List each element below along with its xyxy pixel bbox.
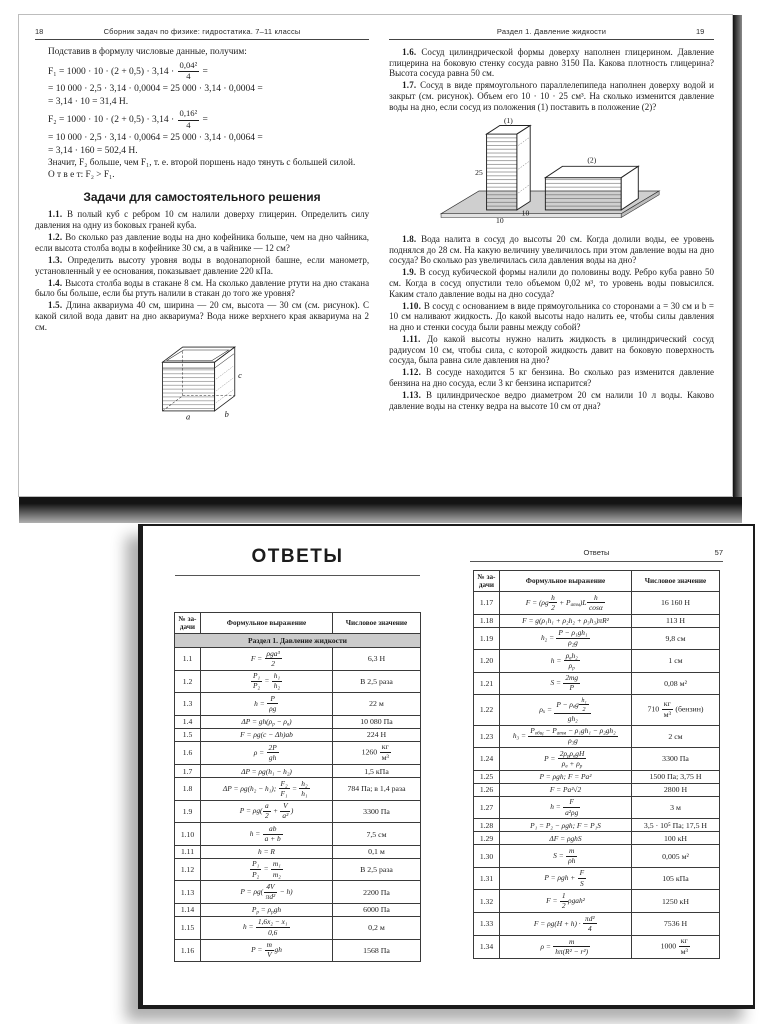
problem-number: 1.4. (48, 277, 66, 288)
vessel-base-front-label: 10 (495, 216, 504, 226)
problem-text: Определить высоту уровня воды в водонапорной башне, если манометр, установленный у ее основания, показывает давление 220 кПа. (35, 254, 370, 276)
answer-row (474, 672, 720, 695)
answer-value: В 2,5 раза (333, 670, 421, 693)
answer-formula: h = $\frac{\text{1,6x₂ − x₁}}{0,6}$ (201, 916, 333, 939)
answer-row (175, 916, 421, 939)
vessels-figure (389, 117, 714, 232)
answer-problem-number: 1.14 (175, 903, 201, 916)
answer-value: 1250 кН (632, 890, 720, 913)
answer-problem-number: 1.31 (474, 867, 500, 890)
answer-formula: P = $2\rho_р\rho_вgH$ $\rho_в + \rho_р$ (500, 748, 632, 771)
answer-problem-number: 1.30 (474, 845, 500, 868)
problem (389, 234, 714, 266)
answers-header-row (175, 613, 421, 634)
answer-problem-number: 1.1 (175, 648, 201, 671)
vessel-1-label: (1) (503, 117, 513, 126)
column-header: № за-дачи (474, 571, 500, 592)
answer-problem-number: 1.13 (175, 881, 201, 904)
answer-formula: h = $\rho_вh_2$ $\rho_р$ (500, 650, 632, 673)
answer-value: 1 см (632, 650, 720, 673)
problem-text: Высота столба воды в стакане 8 см. На сколько давление ртути на дно стакана было бы больше, если бы ртуть налили в стакан до того же уровня? (35, 277, 370, 299)
answer-problem-number: 1.4 (175, 715, 201, 728)
answer-row (175, 845, 421, 858)
answer-formula: ΔP = ρg(h₂ − h₁); $\frac{\text{F₂}}{\text{F₁}}$ = $\frac{\text{h₂}}{\text{h₁}}$ (201, 778, 333, 801)
answer-problem-number: 1.28 (474, 819, 500, 832)
aquarium-label-a: a (186, 412, 191, 422)
answer-value: 224 Н (333, 728, 421, 741)
answer-value: 10 080 Па (333, 715, 421, 728)
answer-problem-number: 1.19 (474, 627, 500, 650)
answer-formula: $\rho_x$ = $P - \rho_вg$ $\frac{\text{h₁}}{2}$ gh₂ (500, 695, 632, 725)
answer-row (175, 741, 421, 764)
running-head-18 (35, 27, 369, 40)
aquarium-figure (35, 337, 369, 426)
answer-problem-number: 1.32 (474, 890, 500, 913)
answer-value: 3 м (632, 796, 720, 819)
answer-problem-number: 1.25 (474, 770, 500, 783)
answer-value: 22 м (333, 693, 421, 716)
page-number-19: 19 (695, 27, 705, 36)
answer-row (474, 796, 720, 819)
answer-formula: P₁ = P₂ − ρgh; F = P₁S (500, 819, 632, 832)
answer-value: 16 160 Н (632, 592, 720, 615)
answers-table (174, 612, 421, 962)
aquarium-label-b: b (224, 409, 229, 419)
vessel-2-label: (2) (586, 155, 596, 165)
answer-value: 100 кН (632, 832, 720, 845)
vessel-base-side-label: 10 (521, 208, 529, 218)
answer-row (474, 867, 720, 890)
answer-value: 113 Н (632, 614, 720, 627)
answer-row (474, 845, 720, 868)
answer-formula: h₂ = $\frac{\text{P − ρ₁gh₁}}{\text{ρ₂g}}$ (500, 627, 632, 650)
column-header: Числовое значение (632, 571, 720, 592)
answer-value: 6,3 Н (333, 648, 421, 671)
problem (389, 80, 714, 112)
problem (35, 300, 369, 332)
answer-value: В 2,5 раза (333, 858, 421, 881)
answer-formula: P = ρgh + $\frac{F}{S}$ (500, 867, 632, 890)
answer-value: 1000 кг м³ (632, 935, 720, 958)
answer-problem-number: 1.8 (175, 778, 201, 801)
answer-formula: $\Delta P = gh(\rho_р - \rho_в)$ (201, 715, 333, 728)
answer-row (474, 819, 720, 832)
answer-row (474, 913, 720, 936)
section-heading: Задачи для самостоятельного решения (83, 190, 321, 205)
problem (389, 367, 714, 388)
answer-formula: ρ = $\frac{m}{\text{hπ(R² − r²)}}$ (500, 935, 632, 958)
problem-number: 1.10. (402, 300, 424, 311)
answer-row (474, 650, 720, 673)
answer-formula: P = ρg( $\frac{a}{2}$ + $\frac{V}{\text{a²}}$ ) (201, 800, 333, 823)
answer-formula: h = $\frac{P}{\rho g}$ (201, 693, 333, 716)
answer-row (175, 778, 421, 801)
answer-value: 0,2 м (333, 916, 421, 939)
problem-number: 1.11. (402, 334, 427, 345)
running-head-57 (470, 548, 723, 562)
vessel-height-label: 25 (474, 168, 483, 178)
problem-text: В цилиндрическое ведро диаметром 20 см налили 10 л воды. Каково давление воды на стенку ведра на высоте 10 см от дна? (389, 390, 714, 411)
problem-text: В сосуд кубической формы налили до половины воду. Ребро куба равно 50 см. Когда в сосуд опустили тело объемом 0,02 м³, то уровень воды повысился. Каким стало давление воды на дно сосуда? (389, 267, 714, 299)
answer-formula: P = $\frac{m}{V}$ gh (201, 939, 333, 962)
answer-row (175, 858, 421, 881)
answer-row (175, 823, 421, 846)
answer-value: 3300 Па (632, 748, 720, 771)
answer-problem-number: 1.29 (474, 832, 500, 845)
answer-row (175, 939, 421, 962)
answers-title-rule (175, 575, 420, 576)
problem (35, 209, 369, 230)
problem (35, 255, 369, 276)
aquarium-drawing (146, 337, 258, 421)
problem-number: 1.8. (402, 234, 422, 245)
answers-header-row (474, 571, 720, 592)
answer-formula: F = Pa²√2 (500, 783, 632, 796)
answers-title: ОТВЕТЫ (251, 546, 344, 567)
answer-row (474, 627, 720, 650)
problem-number: 1.9. (402, 267, 420, 278)
answer-value: 1260 кг м³ (333, 741, 421, 764)
answer-value: 1,5 кПа (333, 765, 421, 778)
answer-row (175, 693, 421, 716)
answer-problem-number: 1.5 (175, 728, 201, 741)
book-edge-right (733, 15, 742, 523)
problems-spread (18, 14, 733, 497)
running-head-19 (389, 27, 714, 40)
problem-text: Длина аквариума 40 см, ширина — 20 см, высота — 30 см (см. рисунок). С какой силой вода давит на дно аквариума? Вода ниже верхнего края аквариума на 2 см. (35, 300, 370, 332)
answer-problem-number: 1.7 (175, 765, 201, 778)
problem-number: 1.13. (402, 390, 427, 401)
answer-value: 2 см (632, 725, 720, 748)
answer-row (474, 725, 720, 748)
answer-problem-number: 1.2 (175, 670, 201, 693)
answer-problem-number: 1.6 (175, 741, 201, 764)
problems-list-18 (35, 209, 369, 332)
problem (389, 267, 714, 299)
problem-text: В полый куб с ребром 10 см налили доверху глицерин. Определить силу давления на одну из боковых граней куба. (35, 209, 370, 231)
answer-value: 7,5 см (333, 823, 421, 846)
answer-row (175, 648, 421, 671)
vessel-1-upright (486, 126, 530, 210)
problem (35, 278, 369, 299)
section-row (175, 634, 421, 648)
page-18 (19, 15, 379, 496)
answer-value: 3300 Па (333, 800, 421, 823)
answer-row (474, 890, 720, 913)
solution-formula-line: = 10 000 · 2,5 · 3,14 · 0,0004 = 25 000 · 3,14 · 0,0004 = (48, 84, 263, 95)
answer-problem-number: 1.33 (474, 913, 500, 936)
page-19 (379, 15, 732, 496)
answer-row (474, 614, 720, 627)
answer-row (474, 748, 720, 771)
book-edge-bottom (19, 497, 742, 523)
answer-formula: h₃ = $P_{общ} - P_{атм} - \rho_1gh_1 - \rho_2gh_2$ ρ₃g (500, 725, 632, 748)
problem-number: 1.3. (48, 254, 68, 265)
answer-formula: P = ρg( $\frac{4V}{\text{πd²}}$ − h) (201, 881, 333, 904)
problem (35, 232, 369, 253)
answer-value: 3,5 · 10⁵ Па; 17,5 Н (632, 819, 720, 832)
problem-text: В сосуд с основанием в виде прямоугольника со сторонами a = 30 см и b = 10 см наливают жидкость. До какой высоты надо налить ее, чтобы силы давления на дно и стенки сосуда были равны между собой? (389, 300, 714, 333)
answer-formula: $\frac{\text{P₁}}{\text{P₂}}$ = $\frac{\text{h₁}}{\text{h₂}}$ (201, 670, 333, 693)
answer-formula: ρ = $\frac{2P}{gh}$ (201, 741, 333, 764)
answer-row (474, 935, 720, 958)
solution-formula-line: F₂ = 1000 · 10 · (2 + 0,5) · 3,14 · $\frac{\text{0,16²}}{4}$ = (48, 108, 208, 131)
answer-problem-number: 1.21 (474, 672, 500, 695)
answer-problem-number: 1.17 (474, 592, 500, 615)
solution-intro: Подставив в формулу числовые данные, получим: (48, 47, 247, 57)
running-title-57: Ответы (583, 548, 610, 557)
solution-answer: О т в е т: F₂ > F₁. (48, 170, 115, 181)
answer-row (175, 765, 421, 778)
answer-problem-number: 1.23 (474, 725, 500, 748)
solution-formula-line: = 3,14 · 160 = 502,4 Н. (48, 145, 138, 156)
answer-row (175, 903, 421, 916)
answer-problem-number: 1.3 (175, 693, 201, 716)
problem (389, 301, 714, 333)
answer-row (474, 783, 720, 796)
answer-formula: h = $\frac{F}{\text{a²ρg}}$ (500, 796, 632, 819)
answer-formula: F = ρg(c − Δh)ab (201, 728, 333, 741)
answer-row (474, 832, 720, 845)
answer-problem-number: 1.26 (474, 783, 500, 796)
answer-problem-number: 1.9 (175, 800, 201, 823)
answer-value: 7536 Н (632, 913, 720, 936)
answer-problem-number: 1.16 (175, 939, 201, 962)
answers-page-left (143, 526, 448, 1005)
answer-problem-number: 1.27 (474, 796, 500, 819)
answer-row (175, 800, 421, 823)
answer-value: 0,1 м (333, 845, 421, 858)
answer-row (474, 695, 720, 725)
vessel-2-lying (545, 166, 638, 210)
answer-value: 2800 Н (632, 783, 720, 796)
answer-value: 710 кг м³ (бензин) (632, 695, 720, 725)
problems-list-19-top (389, 47, 714, 112)
answer-value: 6000 Па (333, 903, 421, 916)
problem-text: Во сколько раз давление воды на дно кофейника больше, чем на дно чайника, если высота столба воды в кофейнике 30 см, а в чайнике — 12 см? (35, 232, 370, 253)
answer-formula: ΔP = ρg(h₁ − h₂) (201, 765, 333, 778)
answer-formula: F = ρg(H + h) · $\frac{\text{πd²}}{4}$ (500, 913, 632, 936)
answer-problem-number: 1.15 (175, 916, 201, 939)
problem-number: 1.12. (402, 367, 426, 378)
answer-value: 0,005 м² (632, 845, 720, 868)
problem-number: 1.2. (48, 232, 66, 243)
answer-formula: $\frac{\text{P₁}}{\text{P₂}}$ = $\frac{\text{m₁}}{\text{m₂}}$ (201, 858, 333, 881)
answer-formula: h = $\frac{ab}{a + b}$ (201, 823, 333, 846)
answer-value: 9,8 см (632, 627, 720, 650)
running-title-19: Раздел 1. Давление жидкости (496, 27, 607, 36)
running-title-18: Сборник задач по физике: гидростатика. 7–11 классы (103, 27, 301, 36)
aquarium-box (163, 347, 235, 411)
problem-text: Сосуд в виде прямоугольного параллелепипеда наполнен доверху водой и закрыт (см. рисунок). Объем его 10 · 10 · 25 см³. На сколько изменится давление воды на дно, если сосуд из положения (1) поставить в положение (2)? (389, 80, 714, 112)
answer-row (175, 715, 421, 728)
answers-table (473, 570, 720, 959)
problem-text: Сосуд цилиндрической формы доверху наполнен глицерином. Давление глицерина на боковую стенку сосуда равно 3150 Па. Какова плотность глицерина? Высота сосуда равна 50 см. (389, 47, 714, 79)
answer-formula: ΔF = ρghS (500, 832, 632, 845)
section-title: Раздел 1. Давление жидкости (175, 634, 421, 648)
answer-row (175, 881, 421, 904)
problems-list-19-bottom (389, 234, 714, 411)
answer-value: 784 Па; в 1,4 раза (333, 778, 421, 801)
answer-formula: $P_р = \rho_рgh$ (201, 903, 333, 916)
problem-text: До какой высоты нужно налить жидкость в цилиндрический сосуд радиусом 10 см, чтобы сила, с которой жидкость давит на боковую поверхность сосуда, была равна силе давления на дно? (389, 334, 714, 366)
solution-formula-line: = 10 000 · 2,5 · 3,14 · 0,0064 = 25 000 · 3,14 · 0,0064 = (48, 133, 263, 144)
aquarium-label-c: c (238, 371, 242, 381)
answer-problem-number: 1.34 (474, 935, 500, 958)
answer-row (175, 670, 421, 693)
answers-table-left-host (173, 612, 422, 962)
page-number-18: 18 (35, 27, 44, 36)
answers-spread (138, 524, 755, 1009)
answers-table-right-host (470, 570, 723, 959)
answer-formula: S = $\frac{2mg}{P}$ (500, 672, 632, 695)
solution-formula-lines (35, 61, 369, 156)
solution-formula-line: F₁ = 1000 · 10 · (2 + 0,5) · 3,14 · $\frac{\text{0,04²}}{4}$ = (48, 59, 208, 82)
answer-row (474, 770, 720, 783)
solution-conclusion: Значит, F₂ больше, чем F₁, т. е. второй поршень надо тянуть с большей силой. (48, 158, 356, 169)
column-header: Числовое значение (333, 613, 421, 634)
problem-number: 1.5. (48, 300, 66, 311)
answer-problem-number: 1.18 (474, 614, 500, 627)
problem (389, 390, 714, 411)
answer-problem-number: 1.11 (175, 845, 201, 858)
answer-formula: F = g(ρ₁h₁ + ρ₂h₂ + ρ₃h₃)πR² (500, 614, 632, 627)
answer-formula: S = $\frac{m}{\rho h}$ (500, 845, 632, 868)
column-header: № за-дачи (175, 613, 201, 634)
answer-value: 0,08 м² (632, 672, 720, 695)
answer-problem-number: 1.20 (474, 650, 500, 673)
problem-number: 1.6. (402, 47, 422, 57)
answer-formula: P = ρgh; F = Pa² (500, 770, 632, 783)
answer-formula: F = ρga³ 2 (201, 648, 333, 671)
answer-value: 1500 Па; 3,75 Н (632, 770, 720, 783)
answer-value: 2200 Па (333, 881, 421, 904)
answer-formula: h = R (201, 845, 333, 858)
problem (389, 47, 714, 79)
problem-text: Вода налита в сосуд до высоты 20 см. Когда долили воды, ее уровень поднялся до 28 см. На какую величину увеличилось при этом давление воды на дно сосуда? Во сколько раз увеличилась сила давления воды на дно? (389, 234, 714, 266)
answer-problem-number: 1.22 (474, 695, 500, 725)
column-header: Формульное выражение (201, 613, 333, 634)
answer-row (175, 728, 421, 741)
vessels-drawing (433, 117, 671, 227)
answer-value: 1568 Па (333, 939, 421, 962)
answer-problem-number: 1.12 (175, 858, 201, 881)
answer-value: 105 кПа (632, 867, 720, 890)
answers-page-right (448, 526, 753, 1005)
problem-number: 1.1. (48, 209, 67, 220)
solution-formula-line: = 3,14 · 10 = 31,4 Н. (48, 96, 129, 107)
answer-row (474, 592, 720, 615)
problem-text: В сосуде находится 5 кг бензина. Во сколько раз изменится давление бензина на дно сосуда, если 3 кг бензина испарится? (389, 367, 714, 389)
column-header: Формульное выражение (500, 571, 632, 592)
page-number-57: 57 (714, 548, 723, 557)
answer-formula: F = $\frac{1}{2}$ ρgah² (500, 890, 632, 913)
problem (389, 334, 714, 366)
answer-problem-number: 1.24 (474, 748, 500, 771)
answer-problem-number: 1.10 (175, 823, 201, 846)
answer-formula: F = (ρg $\frac{h}{2}$ + $P_{атм})L$ $\frac{h}{\cos\alpha}$ (500, 592, 632, 615)
problem-number: 1.7. (402, 80, 421, 91)
